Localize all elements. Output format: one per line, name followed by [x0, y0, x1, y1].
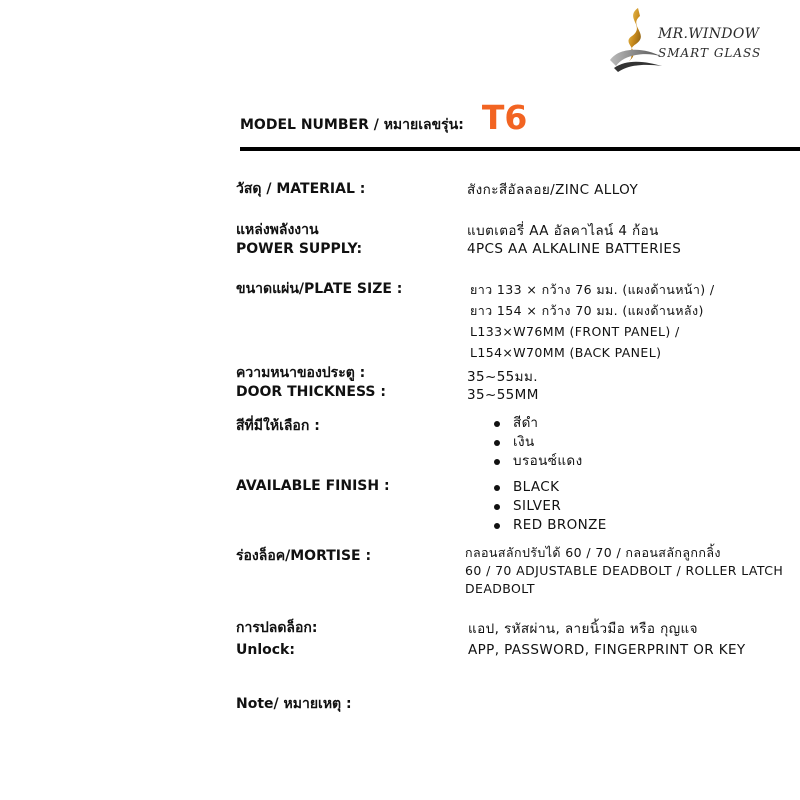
- plate-size-line: ยาว 133 × กว้าง 76 มม. (แผงด้านหน้า) /: [470, 282, 715, 297]
- unlock-value-en: APP, PASSWORD, FINGERPRINT OR KEY: [468, 642, 746, 658]
- power-value-en: 4PCS AA ALKALINE BATTERIES: [467, 241, 682, 257]
- door-thickness-value-en: 35~55MM: [467, 387, 539, 403]
- mortise-line: DEADBOLT: [465, 581, 535, 596]
- finish-item-en: BLACK: [493, 478, 607, 497]
- finish-item-th: บรอนซ์แดง: [493, 452, 583, 471]
- model-number-row: [240, 98, 527, 137]
- plate-size-label: ขนาดแผ่น/PLATE SIZE :: [236, 281, 403, 297]
- model-number-label: MODEL NUMBER / หมายเลขรุ่น:: [240, 116, 464, 133]
- power-value-th: แบตเตอรี่ AA อัลคาไลน์ 4 ก้อน: [467, 223, 659, 239]
- header-divider: [240, 147, 800, 151]
- unlock-value-th: แอป, รหัสผ่าน, ลายนิ้วมือ หรือ กุญแจ: [468, 621, 698, 637]
- finish-item-en: SILVER: [493, 497, 607, 516]
- mortise-value: [465, 544, 783, 598]
- finish-label-th: สีที่มีให้เลือก :: [236, 418, 320, 434]
- note-label: Note/ หมายเหตุ :: [236, 696, 352, 712]
- power-label-en: POWER SUPPLY:: [236, 241, 363, 257]
- plate-size-line: ยาว 154 × กว้าง 70 มม. (แผงด้านหลัง): [470, 303, 704, 318]
- unlock-label-th: การปลดล็อก:: [236, 620, 318, 636]
- finish-list-en: [493, 478, 607, 535]
- plate-size-line: L133×W76MM (FRONT PANEL) /: [470, 324, 680, 339]
- brand-logo: [606, 6, 800, 72]
- power-label-th: แหล่งพลังงาน: [236, 222, 319, 238]
- material-value: สังกะสีอัลลอย/ZINC ALLOY: [467, 182, 639, 198]
- plate-size-value: [470, 279, 715, 363]
- finish-item-en: RED BRONZE: [493, 516, 607, 535]
- brand-tagline: SMART GLASS: [658, 46, 762, 60]
- model-number-value: T6: [481, 98, 528, 137]
- brand-name: MR.WINDOW: [658, 26, 760, 42]
- mortise-label: ร่องล็อค/MORTISE :: [236, 548, 372, 564]
- mortise-line: กลอนสลักปรับได้ 60 / 70 / กลอนสลักลูกกลิ้ง: [465, 545, 721, 560]
- flame-swirl-logo-icon: [606, 6, 666, 72]
- plate-size-line: L154×W70MM (BACK PANEL): [470, 345, 662, 360]
- door-thickness-label-en: DOOR THICKNESS :: [236, 384, 386, 400]
- mortise-line: 60 / 70 ADJUSTABLE DEADBOLT / ROLLER LATCH: [465, 563, 784, 578]
- finish-label-en: AVAILABLE FINISH :: [236, 478, 390, 494]
- finish-item-th: สีดำ: [493, 414, 583, 433]
- door-thickness-value-th: 35~55มม.: [467, 369, 538, 385]
- door-thickness-label-th: ความหนาของประตู :: [236, 365, 366, 381]
- unlock-label-en: Unlock:: [236, 642, 295, 658]
- material-label: วัสดุ / MATERIAL :: [236, 181, 366, 197]
- finish-list-th: [493, 414, 583, 471]
- finish-item-th: เงิน: [493, 433, 583, 452]
